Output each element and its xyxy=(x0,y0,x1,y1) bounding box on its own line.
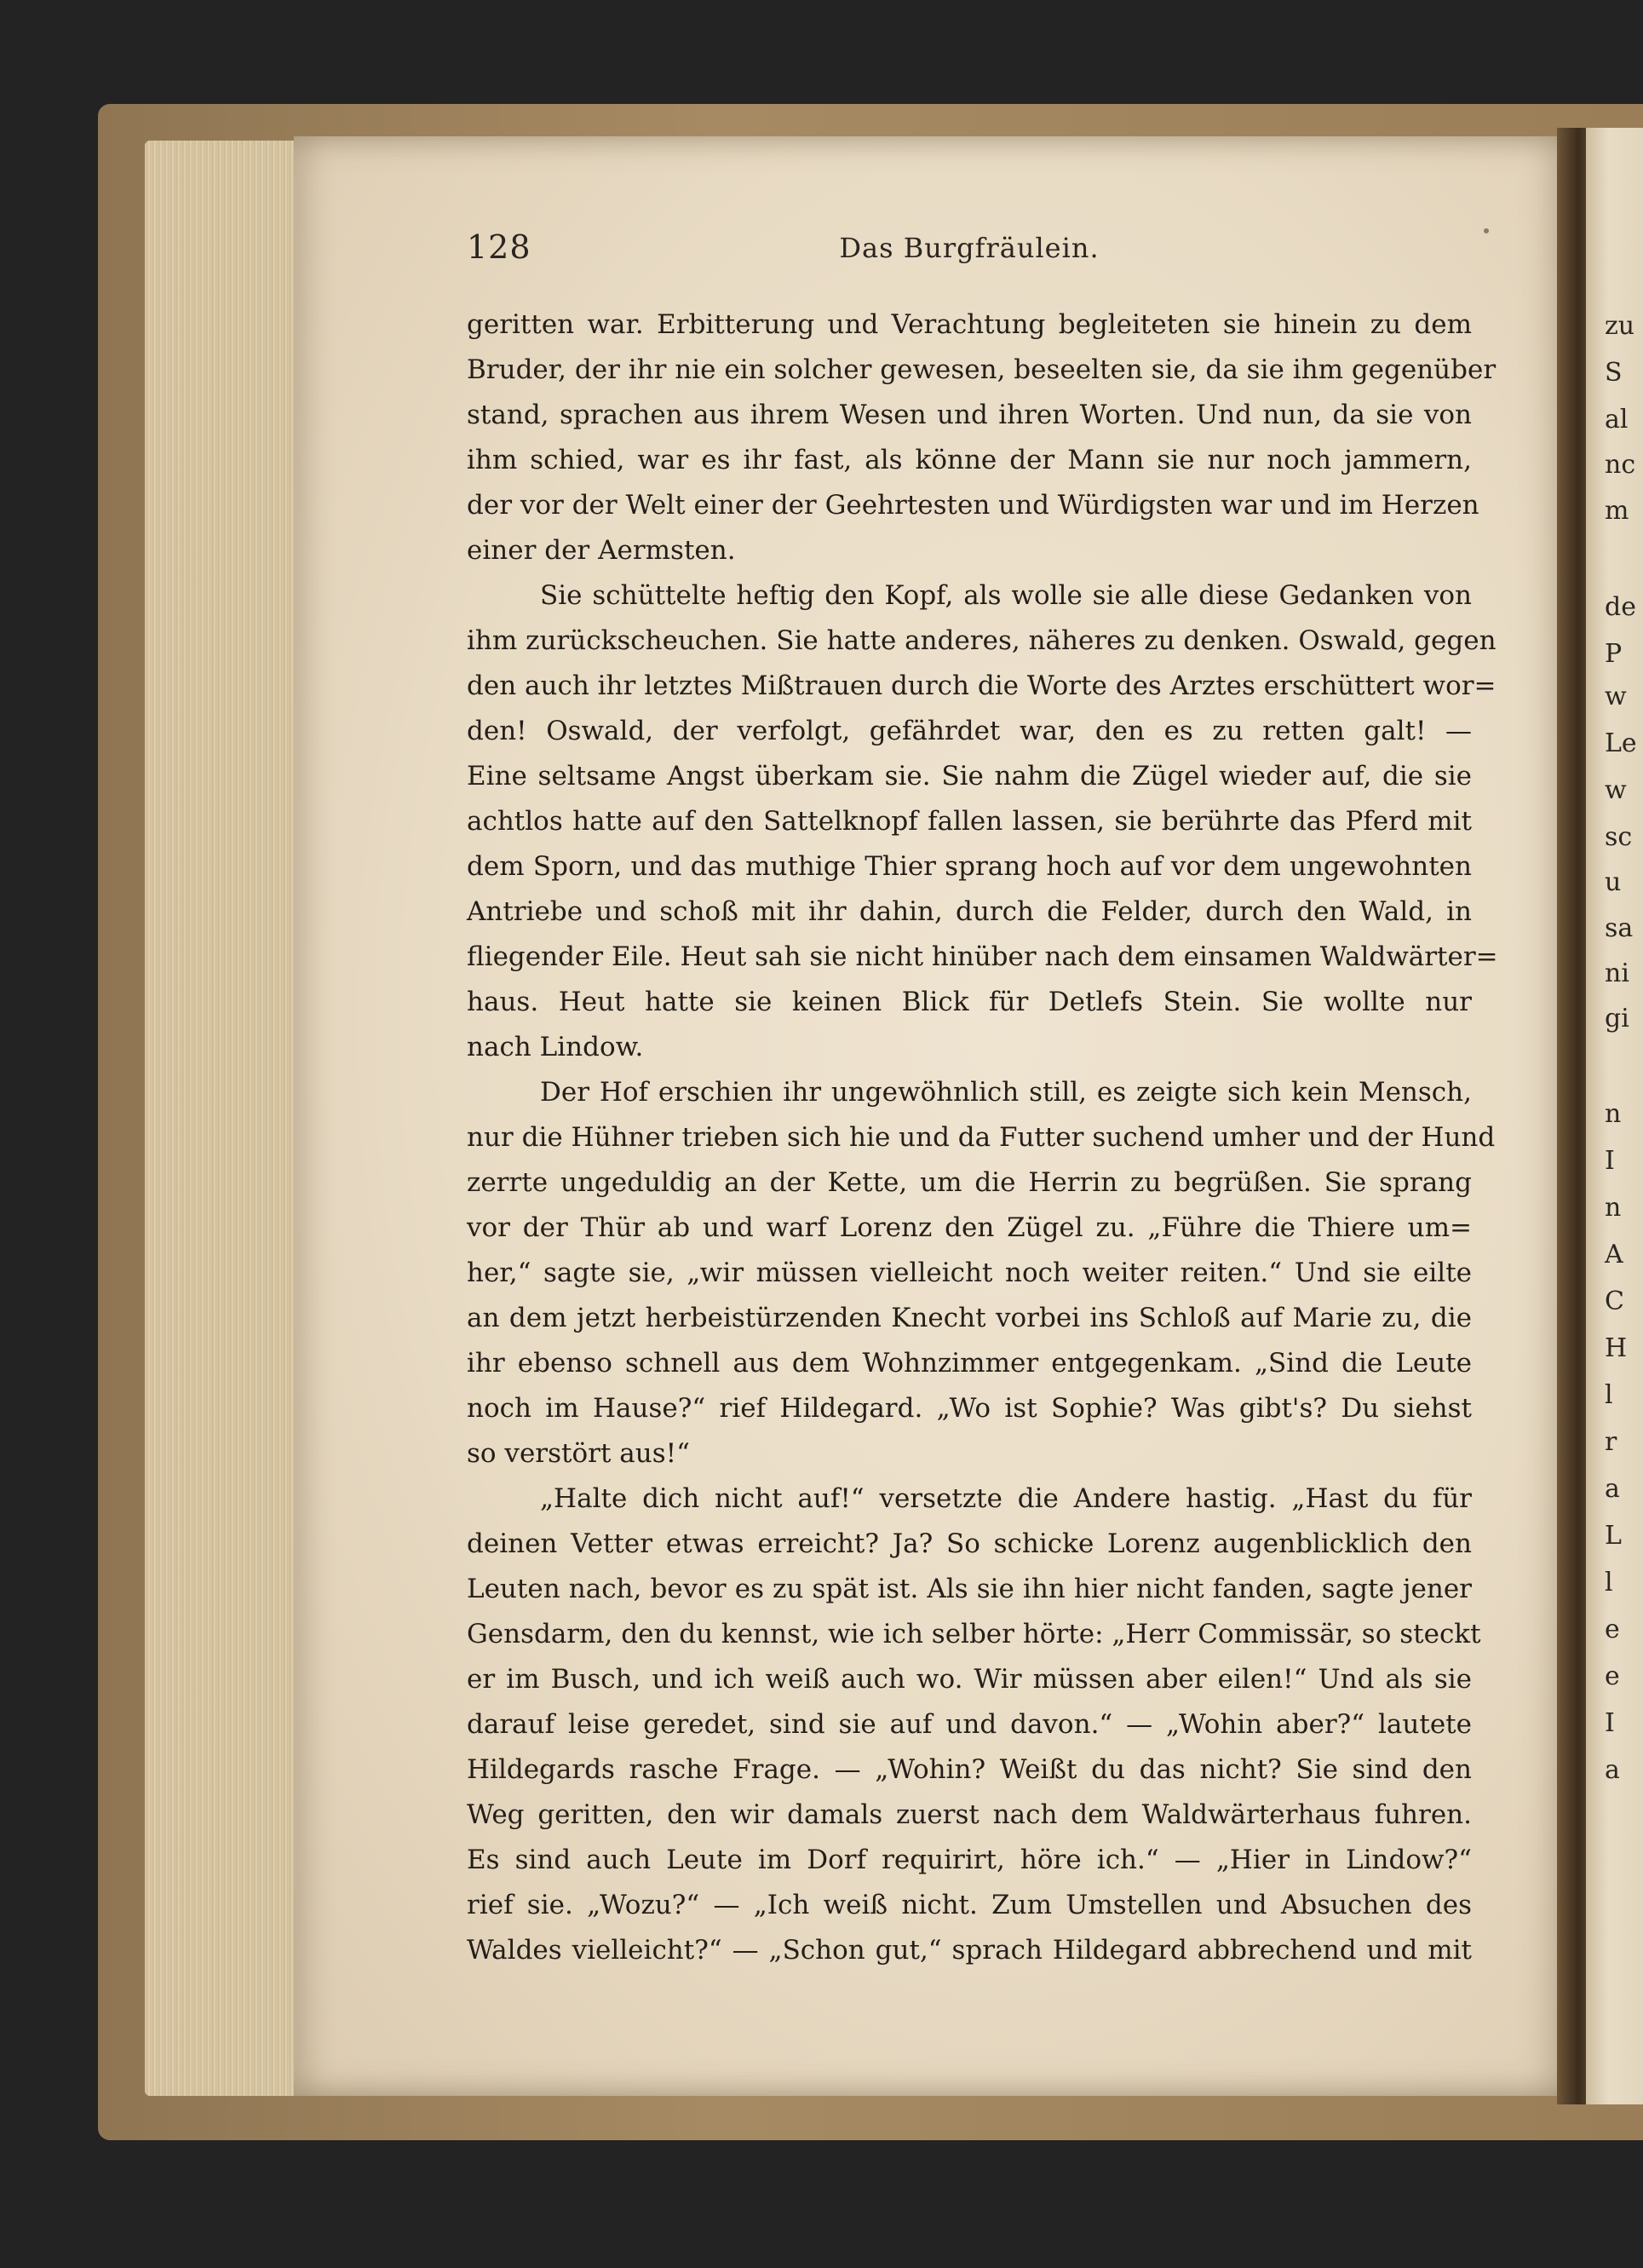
facing-page-fragment: r xyxy=(1605,1427,1617,1457)
text-line: achtlos hatte auf den Sattelknopf fallen lassen, sie berührte das Pferd mit xyxy=(467,806,1472,837)
facing-page-fragment: w xyxy=(1605,682,1627,711)
facing-page-fragment: m xyxy=(1605,496,1629,526)
facing-page-fragment: e xyxy=(1605,1661,1620,1691)
facing-page-fragment: l xyxy=(1605,1380,1613,1410)
text-line: ihr ebenso schnell aus dem Wohnzimmer entgegenkam. „Sind die Leute xyxy=(467,1348,1472,1379)
text-line: geritten war. Erbitterung und Verachtung begleiteten sie hinein zu dem xyxy=(467,309,1472,340)
text-line: rief sie. „Wozu?“ — „Ich weiß nicht. Zum Umstellen und Absuchen des xyxy=(467,1890,1472,1920)
facing-page-fragment: H xyxy=(1605,1333,1628,1363)
facing-page-fragment: L xyxy=(1605,1521,1622,1551)
running-title: Das Burgfräulein. xyxy=(839,232,1100,264)
text-line: noch im Hause?“ rief Hildegard. „Wo ist Sophie? Was gibt's? Du siehst xyxy=(467,1393,1472,1424)
facing-page-fragment: P xyxy=(1605,639,1623,669)
text-line: Waldes vielleicht?“ — „Schon gut,“ sprach Hildegard abbrechend und mit xyxy=(467,1935,1472,1966)
text-line: Weg geritten, den wir damals zuerst nach dem Waldwärterhaus fuhren. xyxy=(467,1799,1472,1830)
page-header xyxy=(467,228,1472,271)
facing-page-fragment: sa xyxy=(1605,913,1634,943)
facing-page-fragment: e xyxy=(1605,1615,1620,1644)
page-edges xyxy=(145,141,311,2096)
facing-page-fragment: ni xyxy=(1605,958,1629,988)
facing-page-fragment: zu xyxy=(1605,311,1635,341)
facing-page-edge xyxy=(1586,128,1643,2104)
body-text xyxy=(467,302,1498,1973)
text-line: ihm zurückscheuchen. Sie hatte anderes, näheres zu denken. Oswald, gegen xyxy=(467,625,1497,656)
facing-page-fragment: w xyxy=(1605,775,1627,805)
text-line: den auch ihr letztes Mißtrauen durch die Worte des Arztes erschüttert wor= xyxy=(467,671,1497,701)
text-line: nur die Hühner trieben sich hie und da Futter suchend umher und der Hund xyxy=(467,1122,1496,1153)
text-line: Sie schüttelte heftig den Kopf, als wolle sie alle diese Gedanken von xyxy=(540,580,1472,611)
text-line: haus. Heut hatte sie keinen Blick für Detlefs Stein. Sie wollte nur xyxy=(467,987,1472,1017)
text-line: so verstört aus!“ xyxy=(467,1438,690,1469)
facing-page-fragment: a xyxy=(1605,1474,1620,1504)
facing-page-fragment: n xyxy=(1605,1193,1622,1223)
text-line: Bruder, der ihr nie ein solcher gewesen, beseelten sie, da sie ihm gegenüber xyxy=(467,354,1497,385)
text-line: er im Busch, und ich weiß auch wo. Wir müssen aber eilen!“ Und als sie xyxy=(467,1664,1472,1695)
text-line: Antriebe und schoß mit ihr dahin, durch die Felder, durch den Wald, in xyxy=(467,896,1472,927)
text-line: darauf leise geredet, sind sie auf und davon.“ — „Wohin aber?“ lautete xyxy=(467,1709,1472,1740)
page-number: 128 xyxy=(467,228,531,266)
text-line: nach Lindow. xyxy=(467,1032,644,1062)
text-line: vor der Thür ab und warf Lorenz den Zügel zu. „Führe die Thiere um= xyxy=(467,1212,1472,1243)
text-line: einer der Aermsten. xyxy=(467,535,736,566)
facing-page-fragment: I xyxy=(1605,1708,1615,1738)
text-line: deinen Vetter etwas erreicht? Ja? So schicke Lorenz augenblicklich den xyxy=(467,1528,1472,1559)
facing-page-fragment: a xyxy=(1605,1755,1620,1785)
facing-page-fragment: u xyxy=(1605,867,1622,897)
text-line: ihm schied, war es ihr fast, als könne der Mann sie nur noch jammern, xyxy=(467,445,1472,475)
facing-page-fragment: n xyxy=(1605,1099,1622,1129)
text-line: Der Hof erschien ihr ungewöhnlich still, es zeigte sich kein Mensch, xyxy=(540,1077,1472,1108)
facing-page-fragment: C xyxy=(1605,1287,1624,1316)
facing-page-fragment: Le xyxy=(1605,728,1637,758)
text-line: „Halte dich nicht auf!“ versetzte die Andere hastig. „Hast du für xyxy=(540,1483,1472,1514)
text-line: fliegender Eile. Heut sah sie nicht hinüber nach dem einsamen Waldwärter= xyxy=(467,941,1498,972)
text-line: Gensdarm, den du kennst, wie ich selber hörte: „Herr Commissär, so steckt xyxy=(467,1619,1481,1649)
facing-page-fragment: I xyxy=(1605,1146,1615,1176)
text-line: der vor der Welt einer der Geehrtesten und Würdigsten war und im Herzen xyxy=(467,490,1479,521)
facing-page-fragment: de xyxy=(1605,592,1636,622)
text-line: her,“ sagte sie, „wir müssen vielleicht noch weiter reiten.“ Und sie eilte xyxy=(467,1258,1472,1288)
text-line: Es sind auch Leute im Dorf requirirt, höre ich.“ — „Hier in Lindow?“ xyxy=(467,1845,1472,1875)
facing-page-fragment: nc xyxy=(1605,450,1636,480)
facing-page-fragment: l xyxy=(1605,1568,1613,1597)
facing-page-fragment: gi xyxy=(1605,1004,1629,1033)
text-line: Leuten nach, bevor es zu spät ist. Als sie ihn hier nicht fanden, sagte jener xyxy=(467,1574,1472,1604)
facing-page-fragment: al xyxy=(1605,405,1629,435)
text-line: zerrte ungeduldig an der Kette, um die Herrin zu begrüßen. Sie sprang xyxy=(467,1167,1472,1198)
facing-page-fragment: S xyxy=(1605,358,1623,388)
facing-page-fragment: A xyxy=(1605,1240,1623,1269)
text-line: den! Oswald, der verfolgt, gefährdet war, den es zu retten galt! — xyxy=(467,716,1472,746)
page-speck xyxy=(1484,228,1489,233)
text-line: an dem jetzt herbeistürzenden Knecht vorbei ins Schloß auf Marie zu, die xyxy=(467,1303,1472,1333)
text-line: Hildegards rasche Frage. — „Wohin? Weißt du das nicht? Sie sind den xyxy=(467,1754,1472,1785)
text-line: Eine seltsame Angst überkam sie. Sie nahm die Zügel wieder auf, die sie xyxy=(467,761,1472,791)
text-line: stand, sprachen aus ihrem Wesen und ihren Worten. Und nun, da sie von xyxy=(467,400,1472,430)
facing-page-fragment: sc xyxy=(1605,822,1633,852)
text-line: dem Sporn, und das muthige Thier sprang hoch auf vor dem ungewohnten xyxy=(467,851,1472,882)
